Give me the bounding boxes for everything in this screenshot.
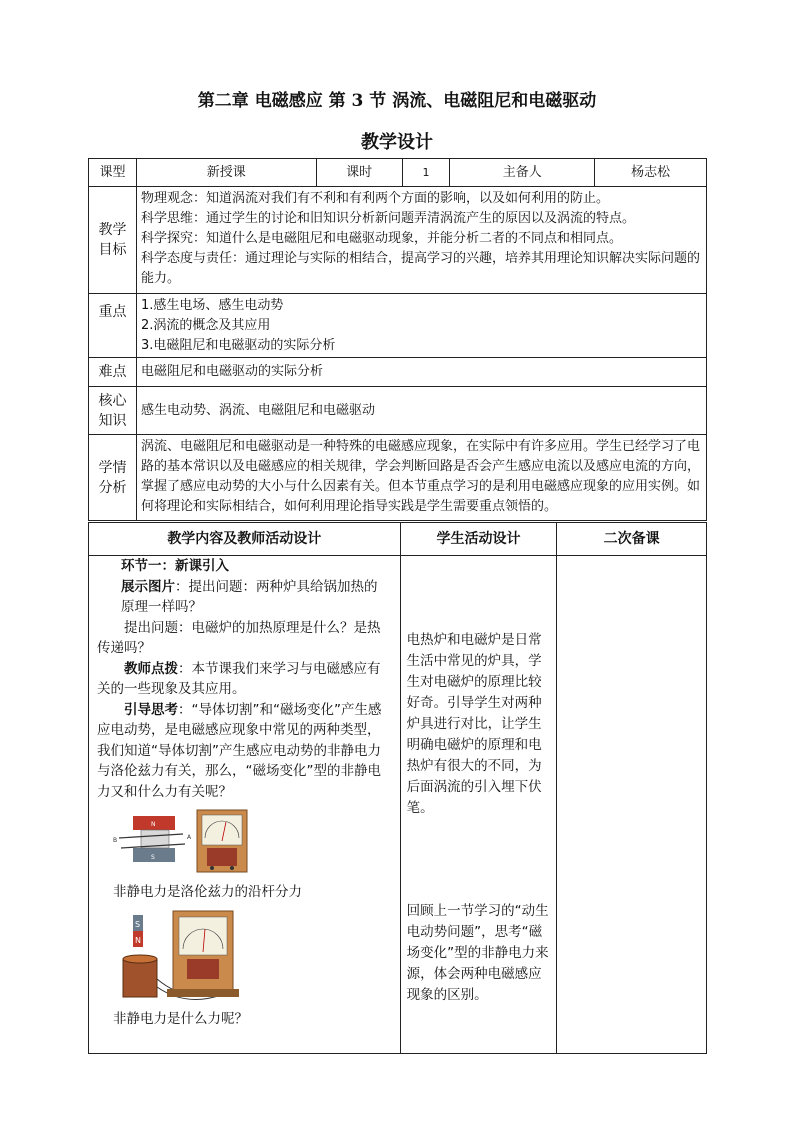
goal-item: 物理观念：知道涡流对我们有不利和有利两个方面的影响，以及如何利用的防止。 <box>140 191 609 206</box>
figure-label-b: B <box>113 837 118 844</box>
activity-table <box>88 522 707 1054</box>
student-content <box>400 556 557 1054</box>
lesson-info-table <box>88 158 707 521</box>
analysis-label: 学情分析 <box>89 435 137 521</box>
figure-caption: 非静电力是什么力呢？ <box>113 1010 248 1027</box>
teach-content <box>89 556 401 1054</box>
figure-label-s: S <box>135 919 141 929</box>
key-points-content <box>136 294 706 358</box>
goals-content <box>136 187 706 294</box>
goal-item: 科学探究：知道什么是电磁阻尼和电磁驱动现象，并能分析二者的不同点和相同点。 <box>140 231 622 246</box>
key-point-item: 3.电磁阻尼和电磁驱动的实际分析 <box>140 338 336 353</box>
conductor-cutting-figure <box>111 808 251 878</box>
section-title: 环节一：新课引入 <box>121 558 229 574</box>
col-second-header: 二次备课 <box>557 523 707 556</box>
teach-paragraph: 展示图片：提出问题：两种炉具给锅加热的原理一样吗？ <box>121 578 378 615</box>
goal-item: 科学态度与责任：通过理论与实际的相结合，提高学习的兴趣，培养其用理论知识解决实际问题的能力。 <box>140 251 700 286</box>
lesson-type-value: 新授课 <box>136 159 316 187</box>
figure-label-a: A <box>187 834 192 841</box>
core-knowledge-content: 感生电动势、涡流、电磁阻尼和电磁驱动 <box>136 387 706 435</box>
col-student-header: 学生活动设计 <box>400 523 557 556</box>
document-title: 教学设计 <box>361 132 433 153</box>
col-teach-header: 教学内容及教师活动设计 <box>89 523 401 556</box>
key-point-item: 1.感生电场、感生电动势 <box>140 298 284 313</box>
key-points-label: 重点 <box>89 294 137 358</box>
analysis-content: 涡流、电磁阻尼和电磁驱动是一种特殊的电磁感应现象，在实际中有许多应用。学生已经学习了电路的基本常识以及电磁感应的相关规律，学会判断回路是否会产生感应电流以及感应电流的方向，掌握了感应电动势的大小与什么因素有关。但本节重点学习的是利用电磁感应现象的应用实例。如何将理论和实际相结合，如何利用理论指导实践是学生需要重点领悟的。 <box>136 435 706 521</box>
lesson-type-label: 课型 <box>89 159 137 187</box>
student-activity: 回顾上一节学习的“动生电动势问题”，思考“磁场变化”型的非静电力来源，体会两种电磁感应现象的区别。 <box>406 903 549 1003</box>
class-hours-value: 1 <box>402 159 450 187</box>
preparer-label: 主备人 <box>450 159 595 187</box>
figure-label-s: S <box>151 854 155 861</box>
class-hours-label: 课时 <box>316 159 402 187</box>
teach-paragraph: 提出问题：电磁炉的加热原理是什么？是热传递吗？ <box>97 619 381 656</box>
preparer-value: 杨志松 <box>595 159 707 187</box>
difficulty-label: 难点 <box>89 358 137 387</box>
second-prep-content <box>557 556 707 1054</box>
changing-field-figure <box>111 909 251 1005</box>
student-activity: 电热炉和电磁炉是日常生活中常见的炉具，学生对电磁炉的原理比较好奇。引导学生对两种炉具进行对比，让学生明确电磁炉的原理和电热炉有很大的不同，为后面涡流的引入埋下伏笔。 <box>406 632 542 816</box>
goal-item: 科学思维：通过学生的讨论和旧知识分析新问题弄清涡流产生的原因以及涡流的特点。 <box>140 211 635 226</box>
figure-caption: 非静电力是洛伦兹力的沿杆分力 <box>113 884 302 900</box>
core-knowledge-label: 核心知识 <box>89 387 137 435</box>
key-point-item: 2.涡流的概念及其应用 <box>140 318 271 333</box>
figure-label-n: N <box>135 935 141 945</box>
figure-label-n: N <box>151 821 156 828</box>
teach-paragraph: 引导思考：“导体切割”和“磁场变化”产生感应电动势，是电磁感应现象中常见的两种类型，我们知道“导体切割”产生感应电动势的非静电力与洛伦兹力有关，那么，“磁场变化”型的非静电力又和什么力有关呢？ <box>97 701 382 800</box>
teach-paragraph: 教师点拨：本节课我们来学习与电磁感应有关的一些现象及其应用。 <box>97 660 381 697</box>
chapter-title: 第二章 电磁感应 第 3 节 涡流、电磁阻尼和电磁驱动 <box>197 91 597 111</box>
difficulty-content: 电磁阻尼和电磁驱动的实际分析 <box>136 358 706 387</box>
goals-label: 教学目标 <box>89 187 137 294</box>
